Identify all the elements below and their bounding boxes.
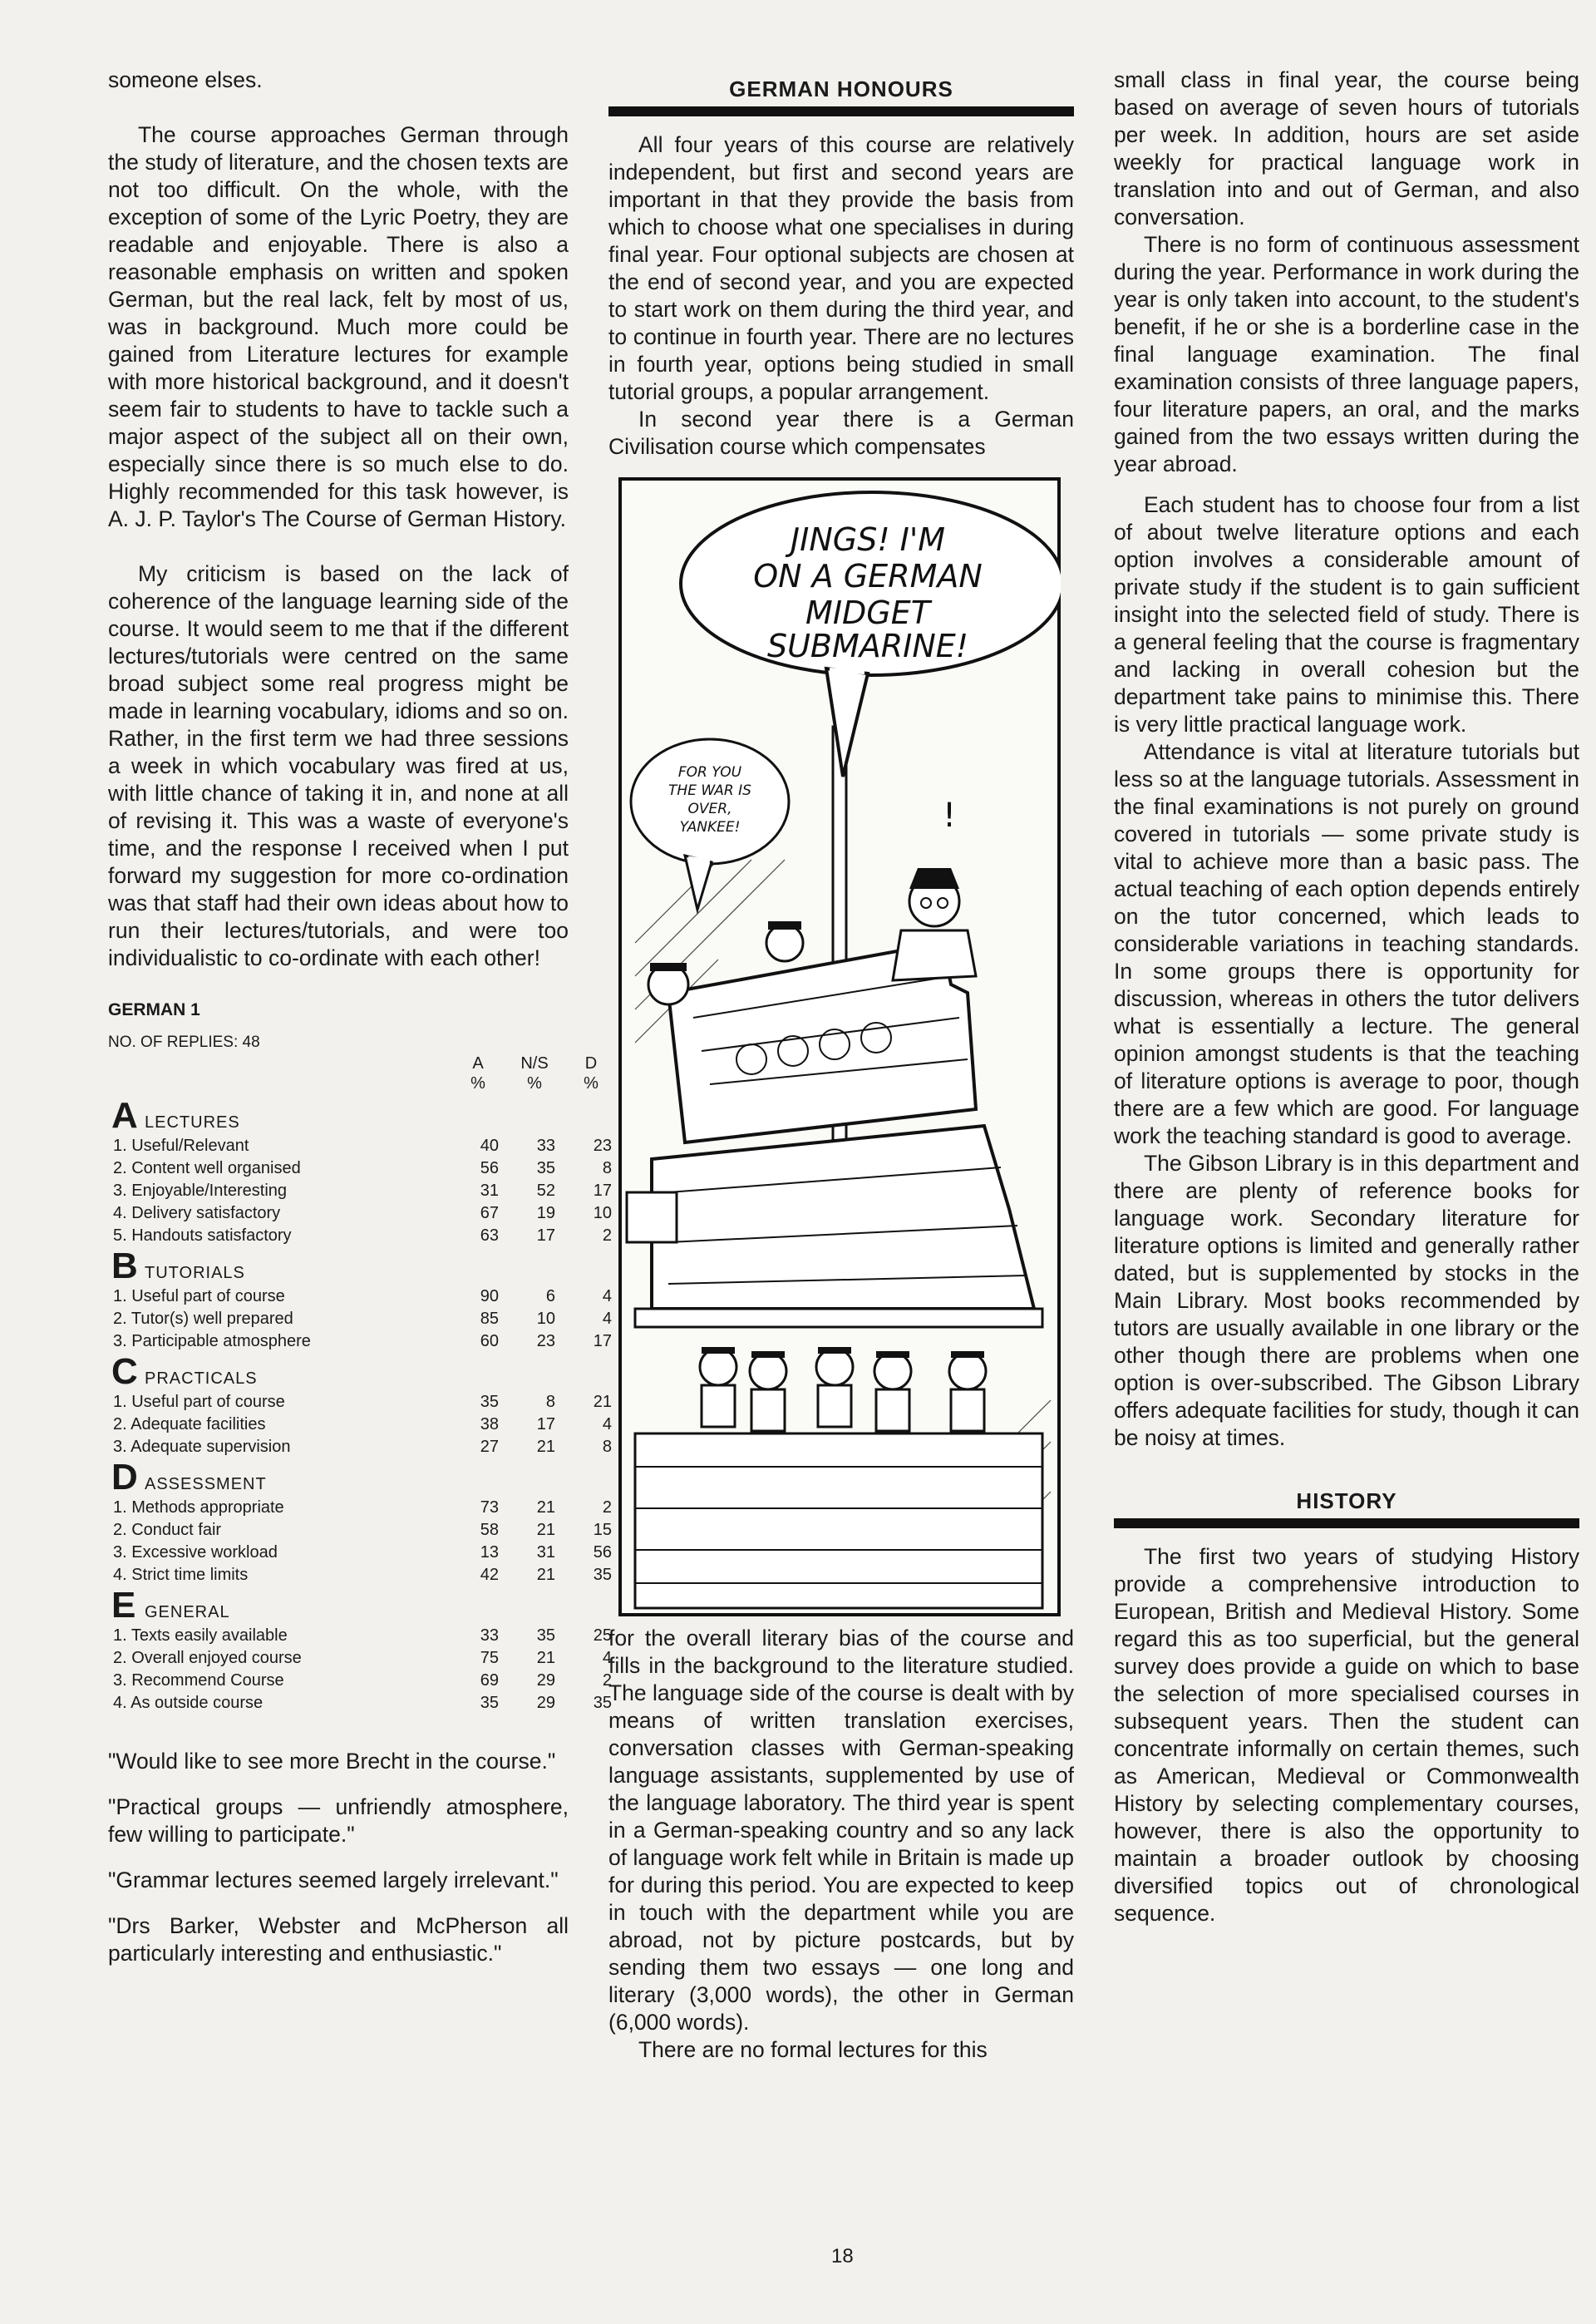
row-value-n: 17 xyxy=(536,1226,555,1245)
survey-row xyxy=(108,1180,612,1202)
row-value-d: 23 xyxy=(593,1137,612,1155)
bubble-text-line: ON A GERMAN xyxy=(753,558,983,595)
row-value-a: 40 xyxy=(480,1137,499,1155)
small-bubble-line: FOR YOU xyxy=(677,764,742,781)
section-heading-german-honours xyxy=(608,76,1074,116)
paragraph: The first two years of studying History provide a comprehensive introduction to European, British and Medieval History. Some regard this as too superficial, but the general survey does provide a guide on which to base the selection of more specialised courses in subsequent years. Then the student can concentrate informally on certain themes, such as American, Medieval or Commonwealth History by selecting complementary courses, however, there is also the opportunity to maintain a broader outlook by choosing diversified topics out of chronological sequence. xyxy=(1114,1544,1579,1926)
row-value-d: 15 xyxy=(593,1521,612,1539)
paragraph: The Gibson Library is in this department and there are plenty of reference books for language work. Secondary literature for literature options is limited and generally rather dated, but is supplemented by stocks in the Main Library. Most books recommended by tutors are usually available in one library or the other though there are problems when one option is over-subscribed. The Gibson Library offers adequate facilities for study, though it can be noisy at times. xyxy=(1114,1151,1579,1450)
paragraph: Attendance is vital at literature tutorials but less so at the language tutorials. Assessment in the final examinations is not purely on ground covered in tutorials — some private study is vital to achieve more than a basic pass. The actual teaching of each option depends entirely on the tutor concerned, which leads to considerable variations in teaching standards. In some groups there is opportunity for discussion, whereas in others the tutor delivers what is essentially a lecture. The general opinion amongst students is that the teaching of literature options is average to poor, though there are a few which are good. For language work the teaching standard is good to average. xyxy=(1114,739,1579,1148)
survey-row xyxy=(108,1157,612,1180)
heading-rule xyxy=(608,106,1074,116)
row-value-a: 35 xyxy=(480,1694,499,1712)
section-letter: E xyxy=(111,1585,136,1626)
survey-column-headers xyxy=(108,1053,598,1097)
row-value-d: 4 xyxy=(602,1415,612,1433)
survey-row xyxy=(108,1202,612,1225)
row-label: 2. Adequate facilities xyxy=(113,1415,266,1433)
heading-rule xyxy=(1114,1518,1579,1528)
row-value-n: 17 xyxy=(536,1415,555,1433)
bubble-text-line: JINGS! I'M xyxy=(790,521,946,558)
officer-cap xyxy=(909,868,959,889)
row-value-n: 10 xyxy=(536,1310,555,1328)
row-value-d: 35 xyxy=(593,1566,612,1584)
row-value-a: 69 xyxy=(480,1671,499,1690)
middle-column xyxy=(608,76,1074,2064)
submarine-cartoon xyxy=(618,477,1061,1616)
row-value-d: 4 xyxy=(602,1287,612,1305)
row-value-d: 4 xyxy=(602,1649,612,1667)
row-value-d: 56 xyxy=(593,1543,612,1562)
lower-hull xyxy=(635,1433,1042,1608)
row-value-n: 19 xyxy=(536,1204,555,1222)
row-value-d: 35 xyxy=(593,1694,612,1712)
row-value-a: 56 xyxy=(480,1159,499,1177)
small-bubble-line: OVER, xyxy=(687,801,732,817)
row-value-a: 31 xyxy=(480,1182,499,1200)
row-value-a: 27 xyxy=(480,1438,499,1456)
row-value-a: 67 xyxy=(480,1204,499,1222)
row-value-n: 29 xyxy=(536,1671,555,1690)
survey-row xyxy=(108,1542,612,1564)
row-label: 1. Useful/Relevant xyxy=(113,1137,249,1155)
survey-row xyxy=(108,1330,612,1353)
survey-title: GERMAN 1 xyxy=(108,1000,200,1019)
row-value-d: 4 xyxy=(602,1310,612,1328)
row-value-n: 21 xyxy=(536,1521,555,1539)
survey-row xyxy=(108,1497,612,1519)
row-value-n: 33 xyxy=(536,1137,555,1155)
row-value-a: 60 xyxy=(480,1332,499,1350)
bubble-text-line: MIDGET xyxy=(805,595,930,631)
row-label: 1. Useful part of course xyxy=(113,1287,285,1305)
section-letter: D xyxy=(111,1457,138,1498)
survey-section-assessment xyxy=(108,1457,569,1498)
row-value-a: 13 xyxy=(480,1543,499,1562)
row-value-a: 58 xyxy=(480,1521,499,1539)
row-value-d: 21 xyxy=(593,1393,612,1411)
page-number: 18 xyxy=(831,2245,854,2267)
row-value-a: 35 xyxy=(480,1393,499,1411)
survey-row xyxy=(108,1391,612,1414)
row-label: 3. Adequate supervision xyxy=(113,1438,291,1456)
row-label: 2. Tutor(s) well prepared xyxy=(113,1310,293,1328)
row-value-d: 25 xyxy=(593,1626,612,1645)
row-value-a: 75 xyxy=(480,1649,499,1667)
exclamation-mark: ! xyxy=(943,797,957,835)
small-bubble-line: THE WAR IS xyxy=(668,782,751,799)
row-value-n: 52 xyxy=(536,1182,555,1200)
survey-section-practicals xyxy=(108,1351,569,1392)
paragraph: There are no formal lectures for this xyxy=(638,2037,988,2062)
survey-row xyxy=(108,1414,612,1436)
small-bubble-line: YANKEE! xyxy=(679,819,741,836)
row-label: 5. Handouts satisfactory xyxy=(113,1226,292,1245)
row-value-a: 73 xyxy=(480,1498,499,1517)
section-name: GENERAL xyxy=(145,1603,230,1621)
section-name: LECTURES xyxy=(145,1113,240,1132)
survey-row xyxy=(108,1647,612,1670)
survey-row xyxy=(108,1692,612,1715)
survey-row xyxy=(108,1135,612,1157)
row-value-a: 33 xyxy=(480,1626,499,1645)
section-name: ASSESSMENT xyxy=(145,1475,267,1493)
survey-body xyxy=(108,1095,612,1715)
row-value-n: 35 xyxy=(536,1159,555,1177)
paragraph: All four years of this course are relatively independent, but first and second years are important in that they provide the basis from which to choose what one specialises in during final year. Four optional subjects are chosen at the end of second year, and you are expected to start work on them during the third year, and to continue in fourth year. There are no lectures in fourth year, options being studied in small tutorial groups, a popular arrangement. xyxy=(608,132,1074,404)
hull-emblem xyxy=(627,1192,677,1242)
survey-row xyxy=(108,1225,612,1247)
row-value-d: 2 xyxy=(602,1498,612,1517)
row-value-n: 29 xyxy=(536,1694,555,1712)
row-value-n: 23 xyxy=(536,1332,555,1350)
paragraph: There is no form of continuous assessment during the year. Performance in work during the year is only taken into account, to the student's benefit, if he or she is a borderline case in the final language examination. The final examination consists of three language papers, four literature papers, an oral, and the marks gained from the two essays written during the year abroad. xyxy=(1114,232,1579,476)
row-value-d: 17 xyxy=(593,1182,612,1200)
paragraph: for the overall literary bias of the course and fills in the background to the literature studied. The language side of the course is dealt with by means of written translation exercises, conversation classes with German-speaking language assistants, supplemented by use of the language laboratory. The third year is spent in a German-speaking country and so any lack of language work felt while in Britain is made up for during this period. You are expected to keep in touch with the department while you are abroad, not by picture postcards, but by sending them two essays — one long and literary (3,000 words), the other in German (6,000 words). xyxy=(608,1626,1074,2035)
column-header-not-sure: N/S % xyxy=(520,1054,549,1093)
section-name: TUTORIALS xyxy=(145,1264,245,1282)
row-value-n: 8 xyxy=(545,1393,555,1411)
deck xyxy=(635,1309,1042,1327)
replies-count: NO. OF REPLIES: 48 xyxy=(108,1034,260,1051)
submarine-hull xyxy=(652,1126,1034,1309)
section-letter: C xyxy=(111,1351,138,1392)
survey-row xyxy=(108,1436,612,1458)
row-label: 3. Participable atmosphere xyxy=(113,1332,311,1350)
heading-title: GERMAN HONOURS xyxy=(729,76,953,101)
row-value-d: 17 xyxy=(593,1332,612,1350)
row-label: 4. As outside course xyxy=(113,1694,264,1712)
student-quotes xyxy=(108,1748,569,1967)
row-value-n: 31 xyxy=(536,1543,555,1562)
row-value-a: 38 xyxy=(480,1415,499,1433)
left-column xyxy=(108,67,612,1986)
survey-section-general xyxy=(108,1585,569,1626)
row-value-d: 8 xyxy=(602,1438,612,1456)
survey-section-lectures xyxy=(108,1095,569,1136)
quote: "Practical groups — unfriendly atmosphere, few willing to participate." xyxy=(108,1794,569,1847)
section-name: PRACTICALS xyxy=(145,1369,258,1388)
section-letter: A xyxy=(111,1095,138,1136)
row-value-a: 63 xyxy=(480,1226,499,1245)
row-label: 2. Conduct fair xyxy=(113,1521,222,1539)
row-value-n: 6 xyxy=(545,1287,555,1305)
row-value-n: 21 xyxy=(536,1438,555,1456)
column-header-agree: A % xyxy=(470,1054,485,1093)
row-value-d: 2 xyxy=(602,1226,612,1245)
row-value-a: 85 xyxy=(480,1310,499,1328)
quote: "Would like to see more Brecht in the course." xyxy=(108,1749,556,1774)
survey-row xyxy=(108,1285,612,1308)
row-value-d: 2 xyxy=(602,1671,612,1690)
survey-section-tutorials xyxy=(108,1246,569,1286)
row-value-n: 21 xyxy=(536,1649,555,1667)
paragraph: The course approaches German through the study of literature, and the chosen texts are not too difficult. On the whole, with the exception of some of the Lyric Poetry, they are readable and enjoyable. There is also a reasonable emphasis on written and spoken German, but the real lack, felt by most of us, was in background. Much more could be gained from Literature lectures for example with more historical background, and it doesn't seem fair to students to have to tackle such a major aspect of the subject all on their own, especially since there is so much else to do. Highly recommended for this task however, is A. J. P. Taylor's The Course of German History. xyxy=(108,122,569,531)
survey-row xyxy=(108,1564,612,1586)
quote: "Drs Barker, Webster and McPherson all particularly interesting and enthusiastic." xyxy=(108,1913,569,1966)
row-value-n: 35 xyxy=(536,1626,555,1645)
row-label: 3. Excessive workload xyxy=(113,1543,278,1562)
survey-row xyxy=(108,1519,612,1542)
right-column xyxy=(1114,67,1579,1927)
row-value-n: 21 xyxy=(536,1566,555,1584)
paragraph: In second year there is a German Civilisation course which compensates xyxy=(608,407,1074,459)
section-heading-history xyxy=(1114,1488,1579,1528)
quote: "Grammar lectures seemed largely irrelevant." xyxy=(108,1868,559,1892)
row-label: 2. Overall enjoyed course xyxy=(113,1649,302,1667)
row-value-a: 90 xyxy=(480,1287,499,1305)
survey-row xyxy=(108,1670,612,1692)
paragraph: Each student has to choose four from a list of about twelve literature options and each option involves a considerable amount of private study if the student is to gain sufficient insight into the selected field of study. There is a general feeling that the course is fragmentary and lacking in overall cohesion but the department take pains to minimise this. There is very little practical language work. xyxy=(1114,492,1579,737)
column-header-disagree: D % xyxy=(584,1054,598,1093)
row-label: 1. Methods appropriate xyxy=(113,1498,284,1517)
row-value-d: 10 xyxy=(593,1204,612,1222)
row-label: 2. Content well organised xyxy=(113,1159,301,1177)
row-value-d: 8 xyxy=(602,1159,612,1177)
paragraph: someone elses. xyxy=(108,67,263,92)
survey-table-german-1 xyxy=(108,1000,612,1967)
paragraph: small class in final year, the course being based on average of seven hours of tutorials per week. In addition, hours are set aside weekly for practical language work in translation into and out of German, and also conversation. xyxy=(1114,67,1579,229)
row-label: 3. Enjoyable/Interesting xyxy=(113,1182,288,1200)
survey-row xyxy=(108,1625,612,1647)
row-label: 3. Recommend Course xyxy=(113,1671,284,1690)
survey-row xyxy=(108,1308,612,1330)
row-value-n: 21 xyxy=(536,1498,555,1517)
row-value-a: 42 xyxy=(480,1566,499,1584)
row-label: 1. Texts easily available xyxy=(113,1626,288,1645)
section-letter: B xyxy=(111,1246,138,1286)
paragraph: My criticism is based on the lack of coherence of the language learning side of the course. It would seem to me that if the different lectures/tutorials were centred on the same broad subject some real progress might be made in learning vocabulary, idioms and so on. Rather, in the first term we had three sessions a week in which vocabulary was fired at us, with little chance of taking it in, and none at all of revising it. This was a waste of everyone's time, and the response I received when I put forward my suggestion for more co-ordination was that staff had their own ideas about how to run their lectures/tutorials, and were too individualistic to co-ordinate with each other! xyxy=(108,561,569,970)
bubble-text-line: SUBMARINE! xyxy=(766,628,969,664)
row-label: 4. Delivery satisfactory xyxy=(113,1204,281,1222)
row-label: 1. Useful part of course xyxy=(113,1393,285,1411)
row-label: 4. Strict time limits xyxy=(113,1566,249,1584)
heading-title: HISTORY xyxy=(1296,1488,1397,1513)
